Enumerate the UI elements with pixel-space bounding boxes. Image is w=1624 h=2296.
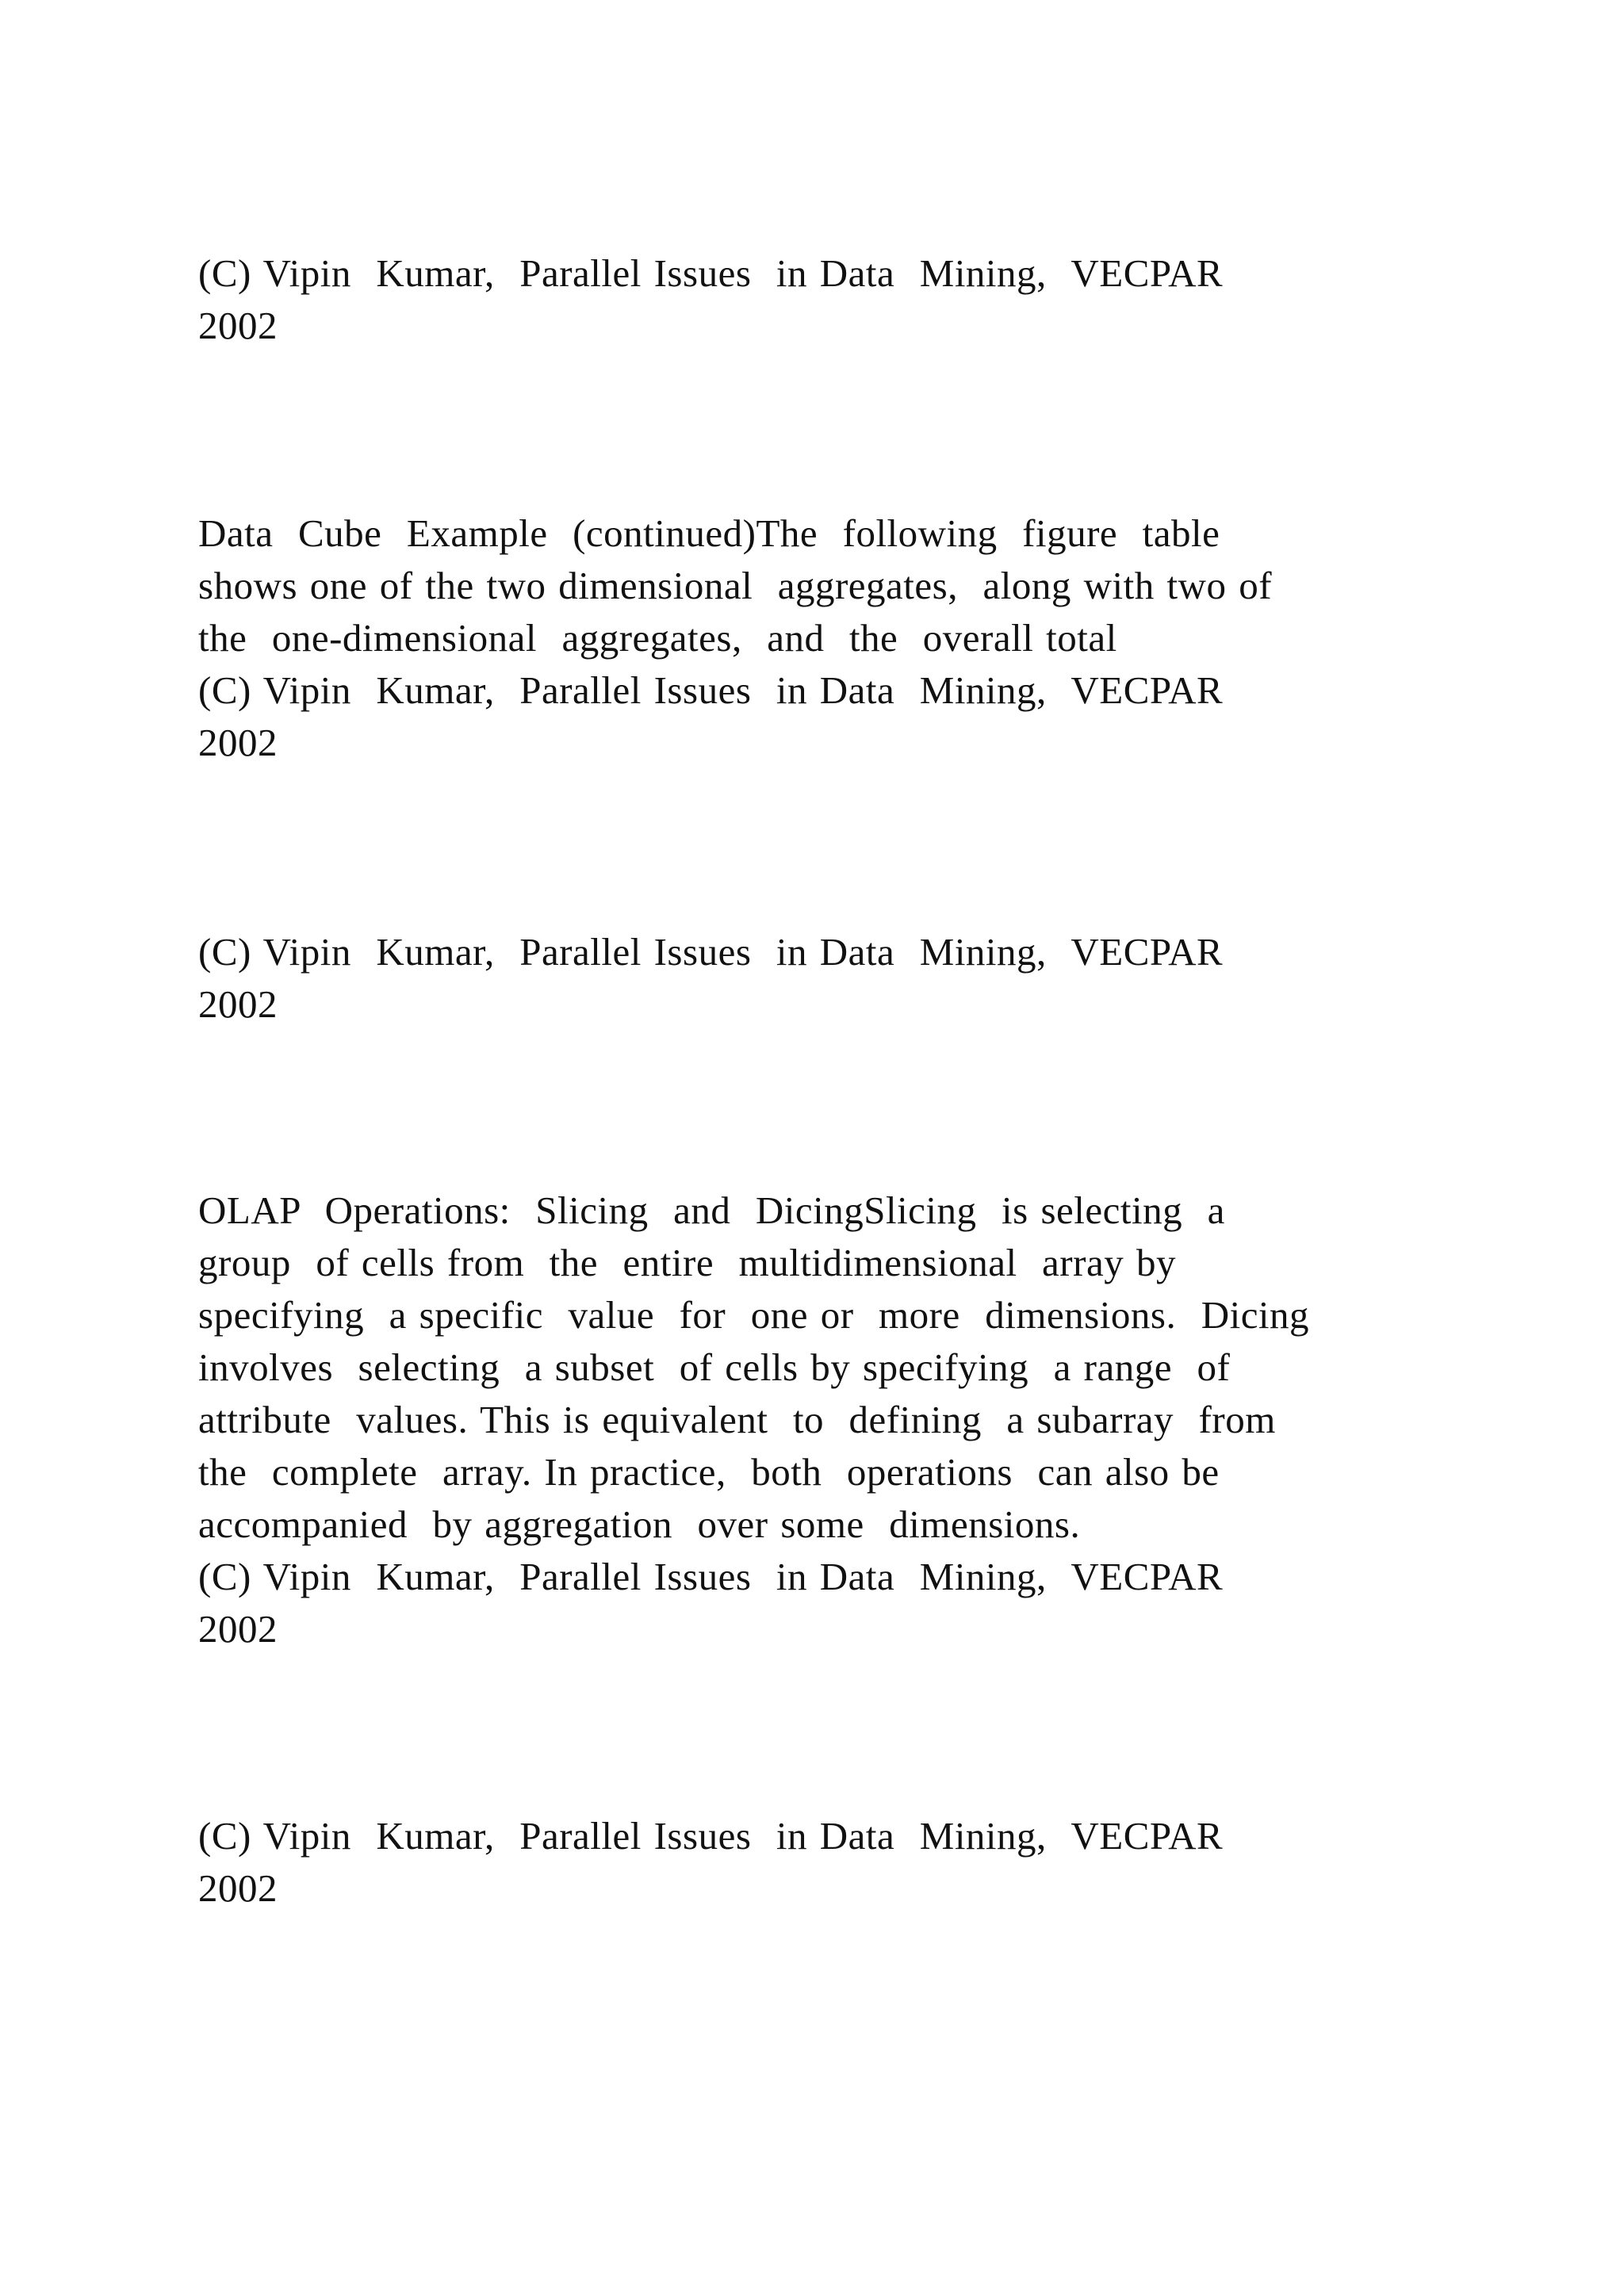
text-line: attribute values. This is equivalent to defining a subarray from <box>198 1398 1276 1441</box>
text-line: 2002 <box>198 304 278 347</box>
citation-block <box>198 247 1443 352</box>
text-line: (C) Vipin Kumar, Parallel Issues in Data Mining, VECPAR <box>198 1814 1224 1858</box>
text-line: (C) Vipin Kumar, Parallel Issues in Data Mining, VECPAR <box>198 1555 1224 1598</box>
text-line: Data Cube Example (continued)The following figure table <box>198 511 1220 555</box>
text-line: specifying a specific value for one or more dimensions. Dicing <box>198 1293 1310 1337</box>
text-line: involves selecting a subset of cells by specifying a range of <box>198 1345 1231 1389</box>
text-line: 2002 <box>198 1866 278 1910</box>
text-line: shows one of the two dimensional aggregates, along with two of <box>198 564 1273 607</box>
text-line: group of cells from the entire multidimensional array by <box>198 1241 1176 1284</box>
text-line: the one-dimensional aggregates, and the overall total <box>198 616 1117 660</box>
text-line: OLAP Operations: Slicing and DicingSlicing is selecting a <box>198 1188 1225 1232</box>
text-line: (C) Vipin Kumar, Parallel Issues in Data Mining, VECPAR <box>198 930 1224 974</box>
text-line: (C) Vipin Kumar, Parallel Issues in Data Mining, VECPAR <box>198 251 1224 295</box>
text-line: 2002 <box>198 721 278 764</box>
data-cube-paragraph <box>198 507 1443 769</box>
text-line: the complete array. In practice, both operations can also be <box>198 1450 1220 1494</box>
text-line: (C) Vipin Kumar, Parallel Issues in Data Mining, VECPAR <box>198 668 1224 712</box>
text-line: accompanied by aggregation over some dimensions. <box>198 1502 1081 1546</box>
citation-block <box>198 926 1443 1031</box>
text-line: 2002 <box>198 1607 278 1651</box>
text-line: 2002 <box>198 982 278 1026</box>
olap-operations-paragraph <box>198 1184 1443 1655</box>
citation-block <box>198 1810 1443 1915</box>
